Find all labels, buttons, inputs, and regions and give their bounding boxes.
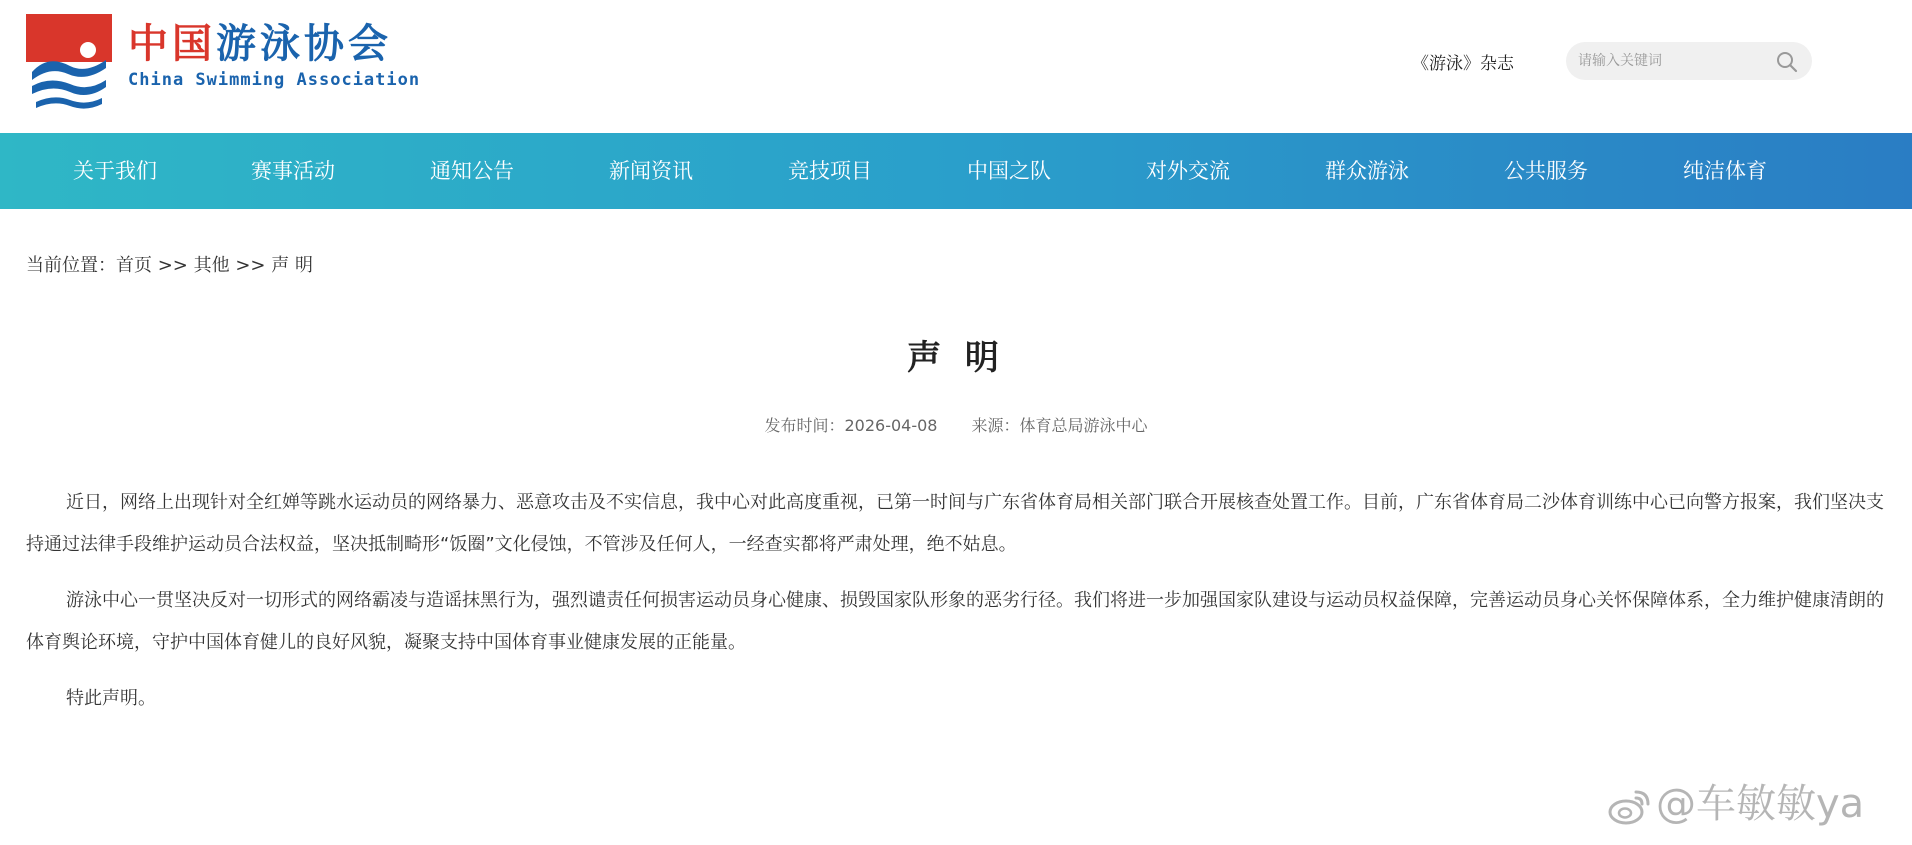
nav-item-exchange[interactable]: 对外交流: [1146, 159, 1230, 183]
article-paragraph: 特此声明。: [66, 688, 156, 709]
breadcrumb: [26, 251, 313, 277]
nav-item-about[interactable]: 关于我们: [73, 159, 157, 183]
breadcrumb-separator: >>: [152, 255, 194, 276]
logo-chinese-name: [128, 20, 392, 68]
article-meta: [0, 413, 1912, 436]
source-label: 来源：: [971, 416, 1020, 435]
main-nav: [0, 133, 1912, 209]
nav-item-competition[interactable]: 竞技项目: [788, 159, 872, 183]
breadcrumb-category[interactable]: 其他: [193, 255, 230, 276]
search-box: [1566, 42, 1812, 80]
magazine-link[interactable]: 《游泳》杂志: [1412, 54, 1514, 74]
breadcrumb-prefix: 当前位置：: [26, 255, 116, 276]
nav-item-notices[interactable]: 通知公告: [430, 159, 514, 183]
article-body: [26, 482, 1886, 734]
nav-item-clean-sport[interactable]: 纯洁体育: [1683, 159, 1767, 183]
nav-item-mass-swimming[interactable]: 群众游泳: [1325, 159, 1409, 183]
swimmer-logo-icon: [26, 14, 112, 112]
article-title: 声 明: [907, 338, 1005, 378]
nav-item-national-team[interactable]: 中国之队: [967, 159, 1051, 183]
nav-item-news[interactable]: 新闻资讯: [609, 159, 693, 183]
nav-item-events[interactable]: 赛事活动: [251, 159, 335, 183]
logo-english-name: China Swimming Association: [128, 70, 421, 90]
logo-chinese-part2: 游泳协会: [216, 21, 392, 67]
article-paragraph: 游泳中心一贯坚决反对一切形式的网络霸凌与造谣抹黑行为，强烈谴责任何损害运动员身心健康、损毁国家队形象的恶劣行径。我们将进一步加强国家队建设与运动员权益保障，完善运动员身心关怀保障体系，全力维护健康清朗的体育舆论环境，守护中国体育健儿的良好风貌，凝聚支持中国体育事业健康发展的正能量。: [26, 590, 1884, 653]
search-input[interactable]: [1578, 42, 1758, 80]
published-label: 发布时间：: [764, 416, 845, 435]
watermark-text: @车敏敏ya: [1656, 781, 1865, 827]
breadcrumb-current: 声 明: [271, 255, 313, 276]
published-date: 2026-04-08: [844, 416, 938, 435]
search-icon[interactable]: [1776, 51, 1798, 73]
breadcrumb-home[interactable]: 首页: [116, 255, 152, 276]
watermark: [1608, 774, 1864, 834]
logo-chinese-part1: 中国: [128, 21, 216, 67]
site-header: [0, 0, 1912, 133]
article-paragraph: 近日，网络上出现针对全红婵等跳水运动员的网络暴力、恶意攻击及不实信息，我中心对此高度重视，已第一时间与广东省体育局相关部门联合开展核查处置工作。目前，广东省体育局二沙体育训练中心已向警方报案，我们坚决支持通过法律手段维护运动员合法权益，坚决抵制畸形“饭圈”文化侵蚀，不管涉及任何人，一经查实都将严肃处理，绝不姑息。: [26, 492, 1884, 555]
source-name: 体育总局游泳中心: [1019, 416, 1148, 435]
nav-item-public-service[interactable]: 公共服务: [1504, 159, 1588, 183]
weibo-icon: [1608, 786, 1652, 826]
breadcrumb-separator: >>: [229, 255, 272, 276]
